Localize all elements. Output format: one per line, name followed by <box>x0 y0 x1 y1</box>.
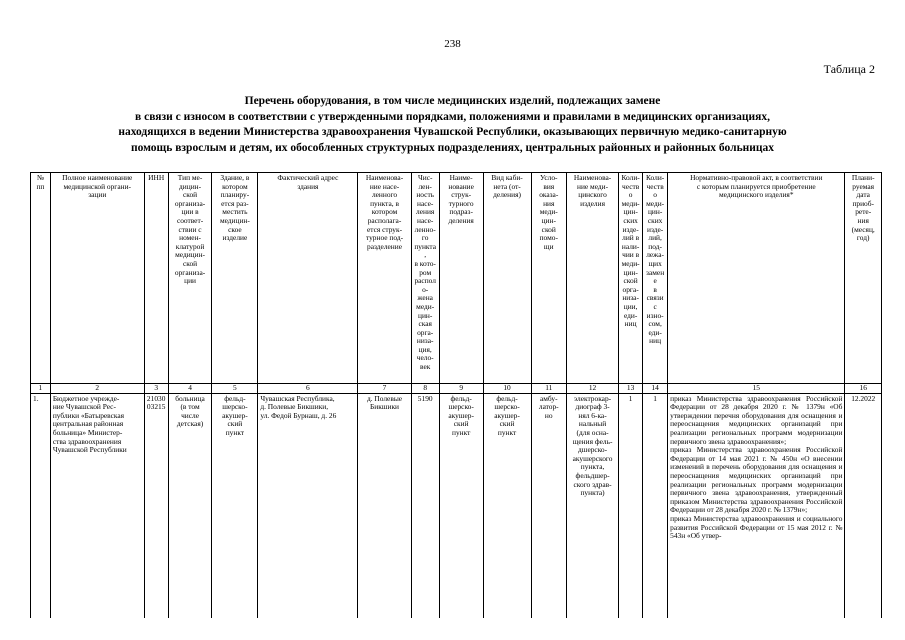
column-header: Коли- чество меди- цин- ских изде- лий в нали- чии в меди- цин- ской орга- низа- ции, еди- ниц <box>619 173 643 384</box>
column-number: 4 <box>168 384 212 394</box>
equipment-table <box>30 172 882 618</box>
column-header: № пп <box>31 173 51 384</box>
column-number: 16 <box>845 384 882 394</box>
column-header: Усло- вия оказа- ния меди- цин- ской помо- щи <box>531 173 566 384</box>
column-header: Наименова- ние меди- цинского изделия <box>566 173 618 384</box>
table-label: Таблица 2 <box>823 62 875 76</box>
title-line: помощь взрослым и детям, их обособленных структурных подразделениях, центральных районных и районных больницах <box>130 141 775 154</box>
column-number: 5 <box>212 384 258 394</box>
cell-subdivision: фельд- шерско- акушер- ский пункт <box>439 393 483 618</box>
column-number: 3 <box>144 384 168 394</box>
cell-settlement: д. Полевые Бикшики <box>358 393 411 618</box>
column-number: 15 <box>668 384 845 394</box>
column-number: 1 <box>31 384 51 394</box>
cell-number: 1. <box>31 393 51 618</box>
column-header: Фактический адрес здания <box>258 173 358 384</box>
column-number: 10 <box>483 384 531 394</box>
table-header-row <box>31 173 882 384</box>
cell-building: фельд- шерско- акушер- ский пункт <box>212 393 258 618</box>
column-header: Плани- руемая дата приоб- рете- ния (месяц, год) <box>845 173 882 384</box>
column-header: Здание, в котором планиру- ется раз- местить медицин- ское изделие <box>212 173 258 384</box>
page-number: 238 <box>444 38 461 50</box>
column-number: 13 <box>619 384 643 394</box>
column-number: 8 <box>411 384 439 394</box>
column-number: 2 <box>50 384 144 394</box>
cell-inn: 21030 03215 <box>144 393 168 618</box>
cell-device-name: электрокар- диограф 3- нял 6-ка- нальный (для осна- щения фель- дшерско- акушерского пункта, фельдшер- ского здрав- пункта) <box>566 393 618 618</box>
column-header: Полное наименование медицинской органи- зации <box>50 173 144 384</box>
column-header: Чис- лен- ность насе- ления насе- ленно- го пункта, в кото- ром располо- жена меди- цин- ская орга- низа- ция, чело- век <box>411 173 439 384</box>
cell-care-conditions: амбу- латор- но <box>531 393 566 618</box>
column-number: 7 <box>358 384 411 394</box>
column-number: 11 <box>531 384 566 394</box>
column-header: Нормативно-правовой акт, в соответствии с которым планируется приобретение медицинского изделия* <box>668 173 845 384</box>
column-header: Наименова- ние насе- ленного пункта, в котором располага- ется струк- турное под- разделение <box>358 173 411 384</box>
cell-population: 5190 <box>411 393 439 618</box>
column-number: 12 <box>566 384 618 394</box>
cell-cabinet-type: фельд- шерско- акушер- ский пункт <box>483 393 531 618</box>
table-row <box>31 393 882 618</box>
title-line: Перечень оборудования, в том числе медицинских изделий, подлежащих замене <box>244 95 661 107</box>
document-title <box>30 94 875 156</box>
column-header: Вид каби- нета (от- деления) <box>483 173 531 384</box>
column-number-row <box>31 384 882 394</box>
column-number: 14 <box>643 384 668 394</box>
column-header: ИНН <box>144 173 168 384</box>
cell-devices-available: 1 <box>619 393 643 618</box>
cell-address: Чувашская Республика, д. Полевые Бикшики, ул. Федой Бурнаш, д. 26 <box>258 393 358 618</box>
cell-organization-name: Бюджетное учрежде- ние Чувашской Рес- публики «Батыревская центральная районная больница» Министер- ства здравоохранения Чувашской Республики <box>50 393 144 618</box>
cell-legal-act: приказ Министерства здравоохранения Российской Федерации от 28 декабря 2020 г. № 1379н «Об утверждении перечня оборудования для оснащения и переоснащения медицинских организаций при реализации региональных программ модернизации первичного звена здравоохранения»; приказ Министерства здравоохранения Российской Федерации от 14 мая 2021 г. № 450н «О внесении изменений в перечень оборудования для оснащения и переоснащения медицинских организаций при реализации региональных программ модернизации первичного звена здравоохранения, утвержденный приказом Министерства здравоохранения Российской Федерации от 28 декабря 2020 г. № 1379н»; приказ Министерства здравоохранения и социального развития Российской Федерации от 15 мая 2012 г. № 543н «Об утвер- <box>668 393 845 618</box>
column-header: Тип ме- дицин- ской организа- ции в соответ- ствии с номен- клатурой медицин- ской организа- ции <box>168 173 212 384</box>
title-line: в связи с износом в соответствии с утвержденными порядками, положениями и правилами в медицинских организациях, <box>135 110 770 123</box>
title-line: находящихся в ведении Министерства здравоохранения Чувашской Республики, оказывающих первичную медико-санитарную <box>118 126 787 138</box>
cell-devices-to-replace: 1 <box>643 393 668 618</box>
column-number: 9 <box>439 384 483 394</box>
column-number: 6 <box>258 384 358 394</box>
column-header: Наиме- нование струк- турного подраз- деления <box>439 173 483 384</box>
column-header: Коли- чество меди- цин- ских изде- лий, под- лежа- щих замене в связи с изно- сом, еди- ниц <box>643 173 668 384</box>
cell-organization-type: больница (в том числе детская) <box>168 393 212 618</box>
cell-planned-date: 12.2022 <box>845 393 882 618</box>
